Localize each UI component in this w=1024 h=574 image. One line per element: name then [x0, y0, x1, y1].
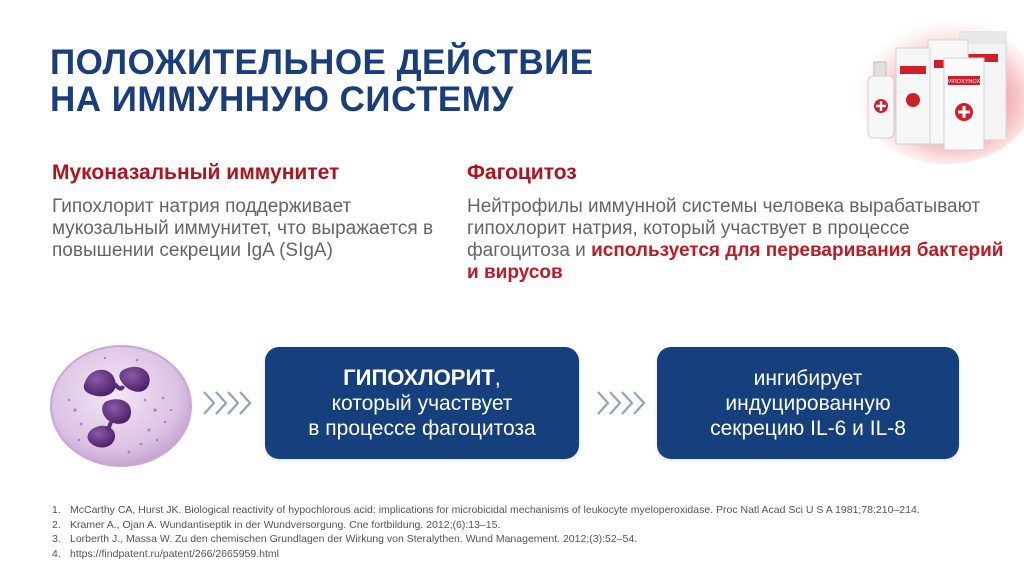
reference-text: Kramer A., Ojan A. Wundantiseptik in der Wundversorgung. Cne fortbildung. 2012;(6):13–15. — [70, 518, 501, 531]
product-packaging-image — [848, 4, 1024, 164]
reference-item — [52, 547, 920, 562]
hypochlorite-box-line-3: в процессе фагоцитоза — [308, 417, 536, 440]
product-label: VIROXYNOX — [947, 79, 981, 85]
inhibits-box-line-3: секрецию IL-6 и IL-8 — [710, 416, 906, 440]
phagocytosis-text-plain: Нейтрофилы иммунной системы человека вырабатывают гипохлорит натрия, который участвует в процессе фагоцитоза и — [467, 196, 981, 261]
inhibits-secretion-box — [657, 347, 959, 459]
inhibits-box-line-2: индуцированную — [725, 391, 891, 415]
reference-text: McCarthy CA, Hurst JK. Biological reactivity of hypochlorous acid: implications for microbicidal mechanisms of leukocyte myeloperoxidase. Proc Natl Acad Sci U S A 1981;78:210–214. — [70, 504, 920, 516]
mucosal-immunity-heading: Муконазальный иммунитет — [52, 161, 340, 184]
references-list — [52, 503, 920, 561]
hypochlorite-box-line-2: который участвует — [331, 392, 513, 415]
reference-item — [52, 503, 920, 518]
hypochlorite-box — [265, 347, 579, 459]
reference-number: 3. — [52, 533, 61, 545]
hypochlorite-comma: , — [494, 365, 501, 390]
neutrophil-cell-illustration — [45, 340, 197, 470]
title-line-2: НА ИММУННУЮ СИСТЕМУ — [50, 80, 514, 119]
reference-item — [52, 532, 920, 547]
phagocytosis-section — [467, 160, 1007, 284]
reference-link[interactable]: https://findpatent.ru/patent/266/2665959.html — [70, 547, 279, 560]
inhibits-box-line-1: ингибирует — [753, 366, 863, 390]
phagocytosis-heading: Фагоцитоз — [467, 161, 577, 184]
slide-title — [50, 44, 594, 118]
title-line-1: ПОЛОЖИТЕЛЬНОЕ ДЕЙСТВИЕ — [50, 43, 594, 82]
reference-number: 1. — [52, 504, 61, 516]
mucosal-immunity-text: Гипохлорит натрия поддерживает мукозальный иммунитет, что выражается в повышении секреции IgA (SIgA) — [52, 196, 434, 261]
chevron-arrow-icon — [200, 388, 252, 418]
reference-item — [52, 518, 920, 533]
reference-text: Lorberth J., Massa W. Zu den chemischen Grundlagen der Wirkung von Steralythen. Wund Management. 2012;(3):52–54. — [70, 533, 638, 545]
reference-number: 2. — [52, 518, 61, 531]
mucosal-immunity-section — [52, 160, 442, 262]
chevron-arrow-icon — [594, 388, 646, 418]
hypochlorite-box-line-1 — [343, 365, 501, 391]
hypochlorite-label: ГИПОХЛОРИТ — [343, 365, 495, 390]
phagocytosis-text — [467, 196, 1007, 284]
reference-number: 4. — [52, 547, 61, 560]
phagocytosis-text-highlight: используется для переваривания бактерий и вирусов — [467, 240, 1004, 283]
